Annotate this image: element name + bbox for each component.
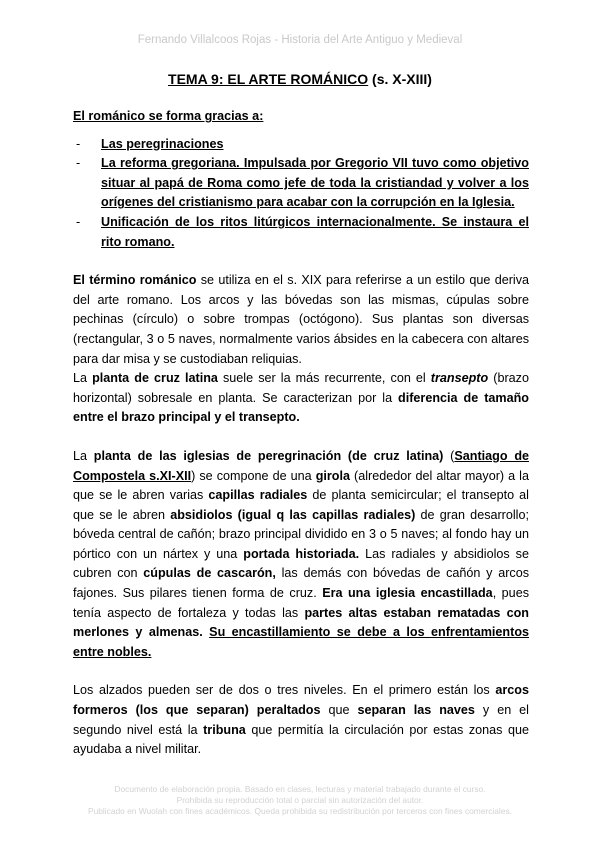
term-highlight: partes altas estaban rematadas con merlones y almenas. (73, 605, 529, 640)
term-highlight: planta de las iglesias de peregrinación (de cruz latina) (93, 448, 444, 463)
text-span: y en el segundo nivel está la (73, 703, 529, 737)
text-span: (alrededor del altar mayor) a la que se le abren varias (73, 468, 529, 503)
paragraph-alzados (73, 681, 529, 759)
term-highlight: capillas radiales (208, 488, 308, 503)
page-footer (0, 784, 600, 817)
term-highlight: planta de cruz latina (92, 371, 218, 386)
text-span: Los alzados pueden ser de dos o tres niveles. En el primero están los (73, 683, 496, 698)
reasons-list (73, 135, 529, 253)
footer-line: Prohibida su reproducción total o parcial sin autorización del autor. (176, 795, 424, 805)
paragraph-term-romanico (73, 271, 529, 369)
term-highlight: separan las naves (357, 703, 475, 718)
term-highlight: absidiolos (igual q las capillas radiales) (170, 507, 416, 522)
text-span: se utiliza en el s. XIX para referirse a un estilo que deriva del arte romano. Los arcos y las bóvedas son las mismas, cúpulas sobre pechinas (círculo) o sobre trompas (octógono). Sus plantas son diversas (rectangular, 3 o 5 naves, normalmente varios ábsides en la cabecera con altares para dar misa y se custodiaban reliquias. (73, 273, 530, 366)
list-item: - La reforma gregoriana. Impulsada por Gregorio VII tuvo como objetivo situar al papá de Roma como jefe de toda la cristiandad y volver a los orígenes del cristianismo para acabar con la corrupción en la Iglesia. (76, 156, 529, 210)
term-highlight: Su encastillamiento se debe a los enfrentamientos entre nobles. (73, 625, 530, 659)
text-span: , pues tenía aspecto de fortaleza y todas las (73, 586, 529, 620)
text-span: La (73, 371, 93, 386)
text-span: que (320, 703, 358, 718)
list-item: - Unificación de los ritos litúrgicos internacionalmente. Se instaura el rito romano. (76, 214, 529, 249)
title-main: TEMA 9: EL ARTE ROMÁNICO (168, 71, 369, 87)
text-span: ) se compone de una (191, 468, 316, 483)
term-highlight: portada historiada. (243, 546, 360, 561)
text-span: las demás con bóvedas de cañón y arcos fajones. Sus pilares tienen forma de cruz. (73, 566, 530, 601)
footer-line: Publicado en Wuolah con fines académicos. Queda prohibida su redistribución por terceros con fines comerciales. (88, 806, 512, 816)
text-span: La (73, 448, 94, 463)
document-body (73, 107, 529, 760)
term-highlight: transepto (430, 371, 489, 386)
text-span: de planta semicircular; el transepto al que se le abren (73, 488, 529, 522)
footer-line: Documento de elaboración propia. Basado en clases, lecturas y material trabajado durante el curso. (114, 784, 486, 794)
page-title (0, 71, 600, 87)
text-span: de gran desarrollo; bóveda central de cañón; brazo principal dividido en 3 o 5 naves; al fondo hay un pórtico con un nártex y una (73, 507, 529, 561)
term-highlight: Santiago de Compostela s.XI-XII (73, 448, 530, 483)
text-span: (brazo horizontal) sobresale en planta. Se caracterizan por la (73, 371, 529, 405)
paragraph-peregrinacion (73, 447, 529, 663)
term-highlight: Era una iglesia encastillada (322, 586, 493, 601)
list-item-text: La reforma gregoriana. Impulsada por Gregorio VII tuvo como objetivo situar al papá de Roma como jefe de toda la cristiandad y volver a los orígenes del cristianismo para acabar con la corrupción en la Iglesia. (101, 156, 529, 210)
list-item: - Las peregrinaciones (76, 136, 224, 151)
term-highlight: diferencia de tamaño entre el brazo principal y el transepto. (73, 390, 529, 425)
title-period: (s. X-XIII) (368, 71, 432, 87)
text-span: suele ser la más recurrente, con el (217, 371, 431, 386)
list-item-text: Las peregrinaciones (101, 136, 224, 151)
text-span: que permitía la circulación por estas zonas que ayudaba a nivel militar. (73, 722, 530, 757)
term-highlight: girola (315, 468, 350, 483)
page-header: Fernando Villalcoos Rojas - Historia del Arte Antiguo y Medieval (137, 34, 463, 46)
list-item-text: Unificación de los ritos litúrgicos internacionalmente. Se instaura el rito romano. (101, 214, 529, 249)
intro-heading: El románico se forma gracias a: (73, 109, 264, 123)
term-highlight: arcos formeros (los que separan) peraltados (73, 683, 529, 718)
paragraph-cruz-latina (73, 369, 529, 428)
term-highlight: cúpulas de cascarón, (143, 566, 276, 581)
text-span: ( (443, 448, 455, 463)
text-span: Las radiales y absidiolos se cubren con (73, 546, 529, 581)
term-highlight: El término románico (73, 273, 197, 288)
term-highlight: tribuna (203, 722, 246, 737)
